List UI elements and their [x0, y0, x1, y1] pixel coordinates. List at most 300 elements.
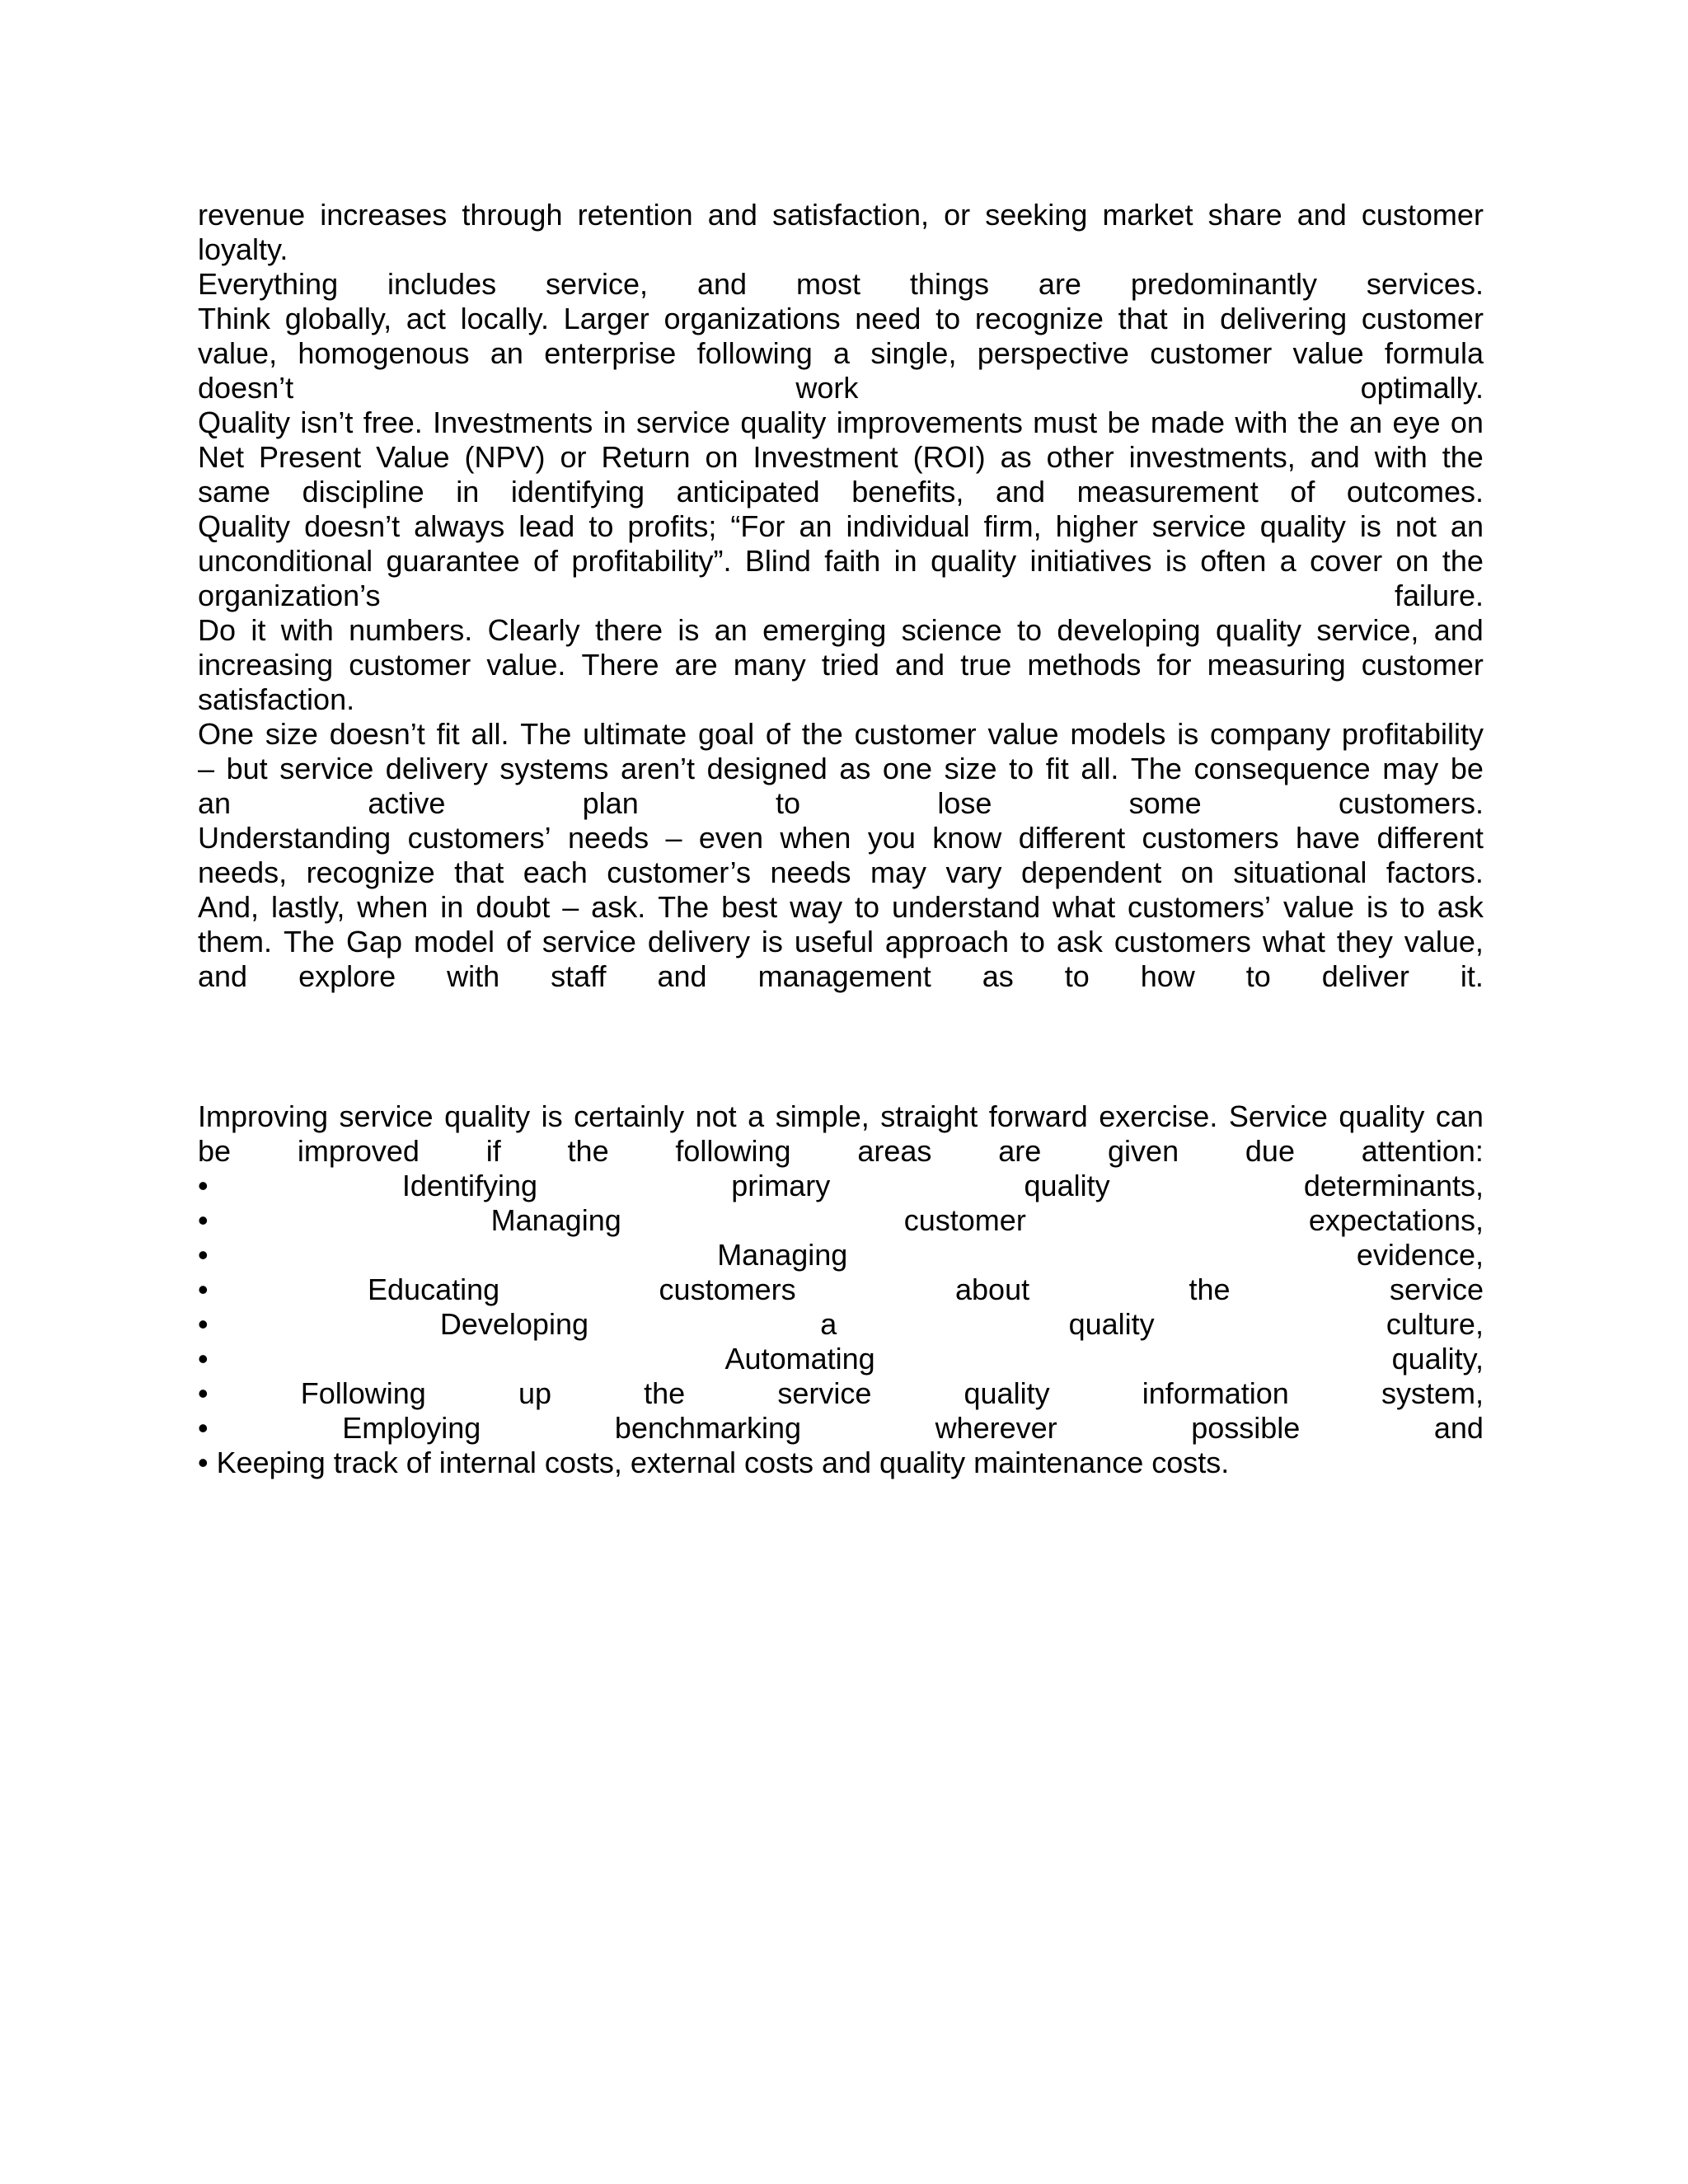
word: retention: [577, 198, 693, 232]
word: profitability: [1341, 717, 1484, 751]
word: or: [944, 198, 971, 232]
text-line: [198, 890, 1484, 925]
word: value,: [1404, 925, 1484, 958]
word: Understanding: [198, 821, 392, 855]
text-line: [198, 1411, 1484, 1446]
word: lastly,: [270, 890, 345, 924]
word: things: [909, 267, 989, 301]
text-line: [198, 821, 1484, 855]
word: faith: [824, 544, 881, 578]
word: not: [1395, 509, 1437, 543]
word: fit: [1045, 752, 1069, 785]
word: single,: [870, 336, 957, 370]
word: service: [1151, 509, 1246, 543]
text-line: loyalty.: [198, 232, 288, 266]
word: an: [1450, 509, 1484, 543]
word: quality: [1024, 1169, 1110, 1202]
word: •: [198, 1238, 209, 1272]
text-line: satisfaction.: [198, 682, 355, 716]
word: doesn’t: [329, 717, 425, 751]
word: wherever: [935, 1411, 1057, 1445]
word: all.: [471, 717, 509, 751]
word: improvements: [836, 405, 1023, 439]
word: to: [776, 786, 801, 820]
word: them.: [198, 925, 273, 958]
word: organization’s: [198, 579, 381, 612]
word: service: [635, 405, 730, 439]
word: and: [1310, 440, 1360, 474]
word: and: [707, 198, 757, 232]
word: Improving: [198, 1099, 329, 1133]
word: “For: [730, 509, 785, 543]
word: and: [696, 267, 748, 301]
word: deliver: [1321, 959, 1409, 993]
text-line: [198, 579, 1484, 613]
word: recognize: [306, 855, 435, 889]
word: Value: [376, 440, 450, 474]
word: cover: [1310, 544, 1383, 578]
word: true: [960, 648, 1012, 682]
word: situational: [1233, 855, 1367, 889]
word: methods: [1027, 648, 1142, 682]
word: and: [895, 648, 945, 682]
word: size: [265, 717, 318, 751]
word: •: [198, 1411, 209, 1445]
text-line: [198, 786, 1484, 821]
word: lead: [518, 509, 575, 543]
word: models: [1070, 717, 1166, 751]
word: to: [1009, 752, 1034, 785]
word: given: [1108, 1134, 1179, 1168]
text-line: • Keeping track of internal costs, external costs and quality maintenance costs.: [198, 1446, 1230, 1479]
word: service: [777, 1376, 872, 1410]
word: Investment: [753, 440, 898, 474]
word: what: [1262, 925, 1325, 958]
word: globally,: [284, 302, 392, 335]
word: work: [795, 371, 859, 405]
word: delivery: [647, 925, 750, 958]
word: in: [603, 405, 626, 439]
word: the: [567, 1134, 609, 1168]
word: failure.: [1394, 579, 1484, 612]
word: unconditional: [198, 544, 373, 578]
word: Present: [259, 440, 362, 474]
word: to: [1400, 890, 1425, 924]
word: developing: [1057, 613, 1201, 647]
word: services.: [1366, 267, 1484, 301]
word: value: [1282, 890, 1355, 924]
word: free.: [363, 405, 423, 439]
word: individual: [846, 509, 970, 543]
word: customers: [1114, 925, 1251, 958]
word: need: [855, 302, 921, 335]
word: –: [665, 821, 682, 855]
word: service,: [546, 267, 649, 301]
word: is: [1177, 717, 1199, 751]
word: due: [1245, 1134, 1295, 1168]
word: Developing: [439, 1307, 588, 1341]
word: ask: [1437, 890, 1484, 924]
word: you: [867, 821, 916, 855]
word: must: [1033, 405, 1098, 439]
word: quality: [740, 405, 827, 439]
word: following: [696, 336, 813, 370]
word: always: [414, 509, 505, 543]
text-line: [198, 1238, 1484, 1272]
word: of: [1290, 475, 1315, 509]
word: value: [1292, 336, 1364, 370]
word: as: [839, 752, 871, 785]
word: customer: [1361, 198, 1484, 232]
word: customer: [1150, 336, 1273, 370]
word: market: [1102, 198, 1193, 232]
word: service: [542, 925, 636, 958]
word: –: [198, 752, 215, 785]
word: understand: [891, 890, 1041, 924]
word: includes: [387, 267, 497, 301]
word: certainly: [574, 1099, 685, 1133]
word: exercise.: [1099, 1099, 1218, 1133]
word: way: [790, 890, 843, 924]
word: –: [562, 890, 579, 924]
word: Gap: [345, 925, 403, 958]
word: delivery: [385, 752, 488, 785]
word: (ROI): [912, 440, 986, 474]
word: different: [1376, 821, 1484, 855]
word: The: [520, 717, 572, 751]
word: be: [1450, 752, 1484, 785]
word: enterprise: [544, 336, 677, 370]
word: how: [1140, 959, 1195, 993]
word: customers’: [407, 821, 551, 855]
word: management: [757, 959, 931, 993]
word: quality: [1259, 509, 1346, 543]
word: and: [1433, 613, 1484, 647]
word: with: [1235, 405, 1288, 439]
word: anticipated: [676, 475, 820, 509]
word: lose: [937, 786, 992, 820]
word: about: [955, 1272, 1030, 1306]
text-line: [198, 613, 1484, 648]
word: doubt: [476, 890, 551, 924]
word: service: [279, 752, 374, 785]
word: vary: [945, 855, 1002, 889]
word: The: [1130, 752, 1182, 785]
word: as: [1000, 440, 1032, 474]
word: information: [1142, 1376, 1289, 1410]
word: possible: [1191, 1411, 1301, 1445]
word: an: [799, 509, 832, 543]
text-line: [198, 1307, 1484, 1342]
word: value: [987, 717, 1059, 751]
text-line: [198, 336, 1484, 371]
word: in: [1182, 302, 1206, 335]
word: science: [901, 613, 1002, 647]
word: best: [721, 890, 778, 924]
word: on: [1450, 405, 1484, 439]
word: with: [447, 959, 500, 993]
word: are: [998, 1134, 1042, 1168]
word: of: [533, 544, 559, 578]
word: outcomes.: [1346, 475, 1484, 509]
word: customer: [349, 648, 471, 682]
word: the: [644, 1376, 686, 1410]
word: it: [251, 613, 266, 647]
word: areas: [857, 1134, 932, 1168]
word: Larger: [563, 302, 649, 335]
word: not: [695, 1099, 737, 1133]
text-line: [198, 475, 1484, 509]
word: active: [368, 786, 446, 820]
word: customer: [903, 1203, 1026, 1237]
word: act: [406, 302, 446, 335]
word: in: [893, 544, 917, 578]
word: Quality: [198, 405, 291, 439]
word: satisfaction,: [771, 198, 930, 232]
word: needs: [770, 855, 851, 889]
word: formula: [1384, 336, 1484, 370]
word: organizations: [663, 302, 841, 335]
word: There: [581, 648, 659, 682]
word: homogenous: [298, 336, 470, 370]
word: quality,: [1391, 1342, 1484, 1376]
word: it.: [1460, 959, 1484, 993]
word: benchmarking: [614, 1411, 801, 1445]
word: improved: [297, 1134, 420, 1168]
word: customers.: [1338, 786, 1484, 820]
word: some: [1128, 786, 1202, 820]
word: that: [1118, 302, 1168, 335]
word: goal: [698, 717, 755, 751]
word: value.: [486, 648, 566, 682]
word: in: [440, 890, 464, 924]
body-text-section-1: [198, 198, 1484, 994]
word: needs: [568, 821, 649, 855]
word: fit: [436, 717, 460, 751]
word: Managing: [717, 1238, 848, 1272]
word: if: [485, 1134, 501, 1168]
word: identifying: [510, 475, 645, 509]
word: share: [1207, 198, 1282, 232]
word: and: [1433, 1411, 1484, 1445]
word: Think: [198, 302, 271, 335]
word: as: [982, 959, 1014, 993]
word: to: [588, 509, 614, 543]
word: know: [932, 821, 1002, 855]
word: the: [1297, 405, 1339, 439]
word: and: [1296, 198, 1347, 232]
word: are: [674, 648, 718, 682]
word: be: [198, 1134, 232, 1168]
word: profitability”.: [571, 544, 732, 578]
word: consequence: [1193, 752, 1371, 785]
word: factors.: [1386, 855, 1484, 889]
word: is: [541, 1099, 563, 1133]
text-line: [198, 1376, 1484, 1411]
word: evidence,: [1356, 1238, 1484, 1272]
word: One: [198, 717, 255, 751]
word: what: [1053, 890, 1116, 924]
word: following: [675, 1134, 791, 1168]
text-line: [198, 1272, 1484, 1307]
word: doesn’t: [304, 509, 401, 543]
word: seeking: [985, 198, 1088, 232]
word: often: [1200, 544, 1267, 578]
word: discipline: [302, 475, 424, 509]
word: determinants,: [1303, 1169, 1484, 1202]
word: are: [1038, 267, 1081, 301]
text-line: [198, 925, 1484, 959]
word: each: [523, 855, 588, 889]
word: same: [198, 475, 271, 509]
text-line: [198, 1342, 1484, 1376]
word: company: [1210, 717, 1331, 751]
text-line: [198, 959, 1484, 994]
word: is: [1366, 890, 1388, 924]
word: tried: [821, 648, 879, 682]
word: for: [1156, 648, 1192, 682]
word: staff: [551, 959, 607, 993]
word: higher: [1055, 509, 1138, 543]
word: many: [733, 648, 806, 682]
word: profits;: [627, 509, 717, 543]
word: with: [280, 613, 334, 647]
word: Employing: [342, 1411, 481, 1445]
word: customers: [1142, 821, 1279, 855]
word: value,: [198, 336, 278, 370]
word: a: [1279, 544, 1296, 578]
word: expectations,: [1308, 1203, 1484, 1237]
word: with: [1374, 440, 1428, 474]
word: doesn’t: [198, 371, 294, 405]
word: quality: [931, 544, 1017, 578]
word: isn’t: [300, 405, 354, 439]
text-line: [198, 544, 1484, 579]
word: on: [705, 440, 738, 474]
word: the: [1442, 440, 1484, 474]
word: Educating: [368, 1272, 500, 1306]
word: needs,: [198, 855, 288, 889]
word: be: [1107, 405, 1141, 439]
word: different: [1018, 821, 1126, 855]
word: there: [594, 613, 663, 647]
word: all.: [1081, 752, 1119, 785]
word: have: [1295, 821, 1361, 855]
word: through: [462, 198, 563, 232]
word: that: [454, 855, 504, 889]
text-line: [198, 267, 1484, 302]
word: on: [1180, 855, 1214, 889]
word: culture,: [1386, 1307, 1484, 1341]
word: simple,: [775, 1099, 870, 1133]
word: service,: [1316, 613, 1419, 647]
word: benefits,: [851, 475, 964, 509]
text-line: [198, 717, 1484, 752]
word: system,: [1381, 1376, 1484, 1410]
word: and: [198, 959, 248, 993]
text-line: [198, 1169, 1484, 1203]
word: is: [678, 613, 700, 647]
word: an: [714, 613, 748, 647]
word: customer’s: [607, 855, 751, 889]
word: recognize: [974, 302, 1104, 335]
word: even: [698, 821, 763, 855]
text-line: [198, 648, 1484, 682]
text-line: [198, 198, 1484, 232]
word: attention:: [1361, 1134, 1484, 1168]
word: in: [456, 475, 480, 509]
word: or: [560, 440, 587, 474]
word: quality: [1215, 613, 1301, 647]
word: numbers.: [349, 613, 473, 647]
word: of: [505, 925, 531, 958]
word: Blind: [744, 544, 811, 578]
word: guarantee: [386, 544, 520, 578]
word: customer: [1361, 302, 1484, 335]
word: perspective: [977, 336, 1129, 370]
word: the: [1442, 544, 1484, 578]
text-line: [198, 1099, 1484, 1134]
word: and: [995, 475, 1046, 509]
word: of: [765, 717, 790, 751]
word: model: [413, 925, 495, 958]
word: •: [198, 1376, 209, 1410]
word: service: [1389, 1272, 1484, 1306]
word: measuring: [1207, 648, 1346, 682]
word: the: [1189, 1272, 1231, 1306]
word: designed: [706, 752, 828, 785]
word: aren’t: [621, 752, 696, 785]
word: Service: [1228, 1099, 1328, 1133]
word: investments,: [1128, 440, 1296, 474]
word: delivering: [1220, 302, 1348, 335]
word: customers’: [1128, 890, 1272, 924]
word: may: [870, 855, 927, 889]
text-line: [198, 1134, 1484, 1169]
word: customers: [659, 1272, 796, 1306]
word: Investments: [433, 405, 593, 439]
word: an: [198, 786, 232, 820]
text-line: [198, 371, 1484, 405]
word: when: [357, 890, 429, 924]
word: is: [1165, 544, 1187, 578]
word: approach: [884, 925, 1009, 958]
word: systems: [499, 752, 609, 785]
word: quality: [444, 1099, 531, 1133]
word: •: [198, 1307, 209, 1341]
word: one: [882, 752, 932, 785]
word: customer: [854, 717, 977, 751]
text-line: [198, 752, 1484, 786]
word: increases: [320, 198, 448, 232]
word: Return: [601, 440, 691, 474]
word: on: [1395, 544, 1429, 578]
word: predominantly: [1130, 267, 1317, 301]
word: to: [1064, 959, 1090, 993]
word: to: [1245, 959, 1271, 993]
word: up: [518, 1376, 552, 1410]
word: an: [490, 336, 523, 370]
text-line: [198, 1203, 1484, 1238]
word: •: [198, 1272, 209, 1306]
word: (NPV): [464, 440, 546, 474]
text-line: [198, 509, 1484, 544]
text-line: [198, 405, 1484, 440]
word: eye: [1392, 405, 1441, 439]
word: Identifying: [401, 1169, 537, 1202]
word: optimally.: [1360, 371, 1484, 405]
word: useful: [794, 925, 874, 958]
